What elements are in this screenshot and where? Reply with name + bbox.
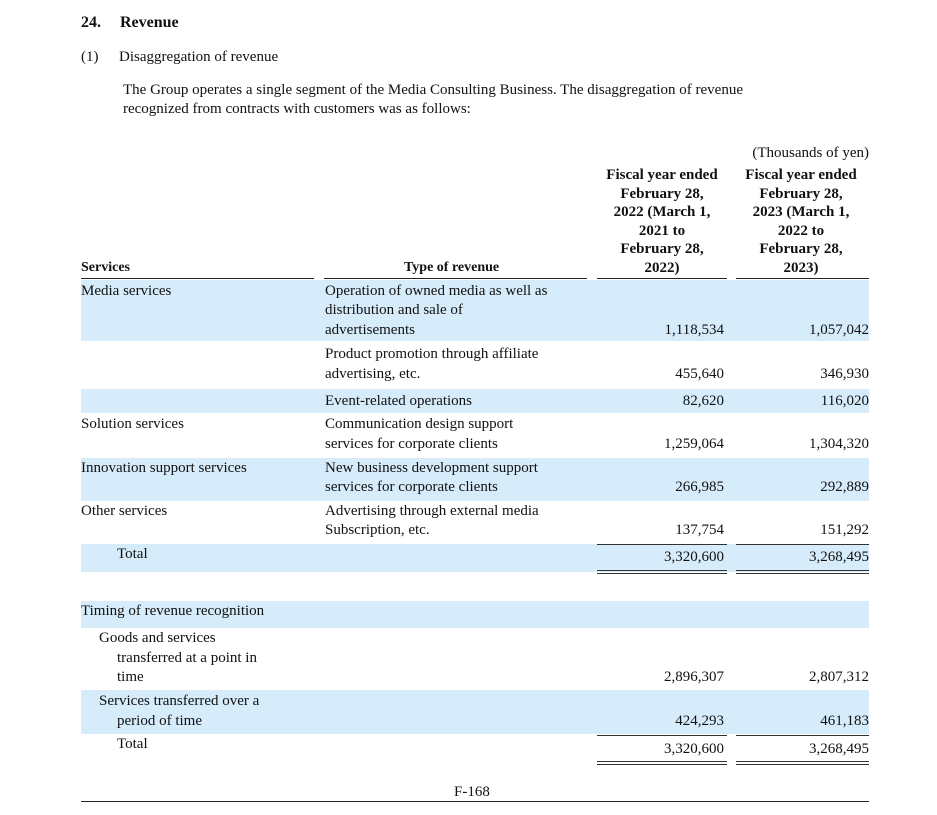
- col-header-fy2022-line: Fiscal year ended: [606, 167, 718, 183]
- intro-line-2: recognized from contracts with customers was as follows:: [123, 101, 471, 117]
- col-header-fy2022-line: February 28,: [620, 241, 704, 257]
- value-fy2023: 1,057,042: [809, 322, 869, 338]
- header-rule-services: [81, 278, 314, 279]
- timing-value-fy2022: 2,896,307: [664, 669, 724, 685]
- timing-total-label: Total: [117, 736, 148, 752]
- row-band-total: [81, 544, 869, 572]
- service-label: Solution services: [81, 416, 184, 432]
- col-header-fy2023-line: 2022 to: [777, 222, 825, 239]
- value-fy2023: 346,930: [820, 366, 869, 382]
- subtotal-rule-fy2023: [736, 544, 869, 545]
- header-rule-type: [324, 278, 587, 279]
- value-fy2023: 1,304,320: [809, 436, 869, 452]
- timing-row-label: period of time: [117, 713, 202, 729]
- col-header-fy2022-line: 2021 to: [638, 222, 686, 239]
- total-double-rule-fy2022: [597, 573, 727, 574]
- timing-row-label: time: [117, 669, 144, 685]
- col-header-fy2023-line: Fiscal year ended: [745, 167, 857, 183]
- value-fy2022: 266,985: [675, 479, 724, 495]
- timing-total-fy2022: 3,320,600: [664, 741, 724, 757]
- revenue-type-line: distribution and sale of: [325, 302, 463, 318]
- value-fy2022: 1,259,064: [664, 436, 724, 452]
- col-header-fy2023-line: February 28,: [759, 185, 843, 202]
- col-header-type: Type of revenue: [404, 260, 500, 275]
- service-label: Other services: [81, 503, 168, 519]
- revenue-type-line: Product promotion through affiliate: [325, 346, 539, 362]
- col-header-fy2022-line: 2022 (March 1,: [613, 204, 711, 220]
- intro-line-1: The Group operates a single segment of the Media Consulting Business. The disaggregation of revenue: [123, 82, 743, 98]
- subsection-title: Disaggregation of revenue: [119, 49, 279, 65]
- value-fy2023: 151,292: [820, 522, 869, 538]
- revenue-type-line: Communication design support: [325, 416, 514, 432]
- revenue-type-line: Advertising through external media: [325, 503, 539, 519]
- page-number: F-168: [454, 784, 490, 800]
- timing-row-label: Goods and services: [99, 630, 216, 646]
- timing-total-double-rule-fy2023: [736, 761, 869, 762]
- col-header-services: Services: [81, 260, 130, 275]
- col-header-fy2023: [736, 166, 866, 277]
- subtotal-rule-fy2022: [597, 544, 727, 545]
- timing-value-fy2023: 461,183: [820, 713, 869, 729]
- col-header-fy2023-line: 2023): [783, 259, 819, 276]
- revenue-type-line: New business development support: [325, 460, 538, 476]
- revenue-type-line: Operation of owned media as well as: [325, 283, 548, 299]
- header-rule-fy2023: [736, 278, 869, 279]
- timing-row-label: Services transferred over a: [99, 693, 260, 709]
- revenue-type-line: services for corporate clients: [325, 436, 498, 452]
- service-label: Innovation support services: [81, 460, 247, 476]
- timing-value-fy2023: 2,807,312: [809, 669, 869, 685]
- timing-total-double-rule-fy2022: [597, 764, 727, 765]
- timing-row-label: transferred at a point in: [117, 650, 257, 666]
- col-header-fy2022-line: February 28,: [620, 185, 704, 202]
- revenue-type-line: advertising, etc.: [325, 366, 421, 382]
- timing-total-double-rule-fy2023: [736, 764, 869, 765]
- total-double-rule-fy2023: [736, 573, 869, 574]
- total-fy2022: 3,320,600: [664, 549, 724, 565]
- timing-total-fy2023: 3,268,495: [809, 741, 869, 757]
- revenue-type-line: Subscription, etc.: [325, 522, 430, 538]
- timing-subtotal-rule-fy2023: [736, 735, 869, 736]
- row-band-event: [81, 389, 869, 413]
- timing-total-double-rule-fy2022: [597, 761, 727, 762]
- revenue-type-line: Event-related operations: [325, 393, 473, 409]
- value-fy2022: 82,620: [682, 393, 724, 409]
- section-number: 24.: [81, 14, 101, 31]
- value-fy2022: 137,754: [675, 522, 724, 538]
- total-fy2023: 3,268,495: [809, 549, 869, 565]
- timing-value-fy2022: 424,293: [675, 713, 724, 729]
- timing-heading: Timing of revenue recognition: [81, 603, 265, 619]
- timing-subtotal-rule-fy2022: [597, 735, 727, 736]
- value-fy2022: 1,118,534: [664, 322, 724, 338]
- revenue-type-line: advertisements: [325, 322, 415, 338]
- total-double-rule-fy2023: [736, 570, 869, 571]
- total-double-rule-fy2022: [597, 570, 727, 571]
- total-label: Total: [117, 546, 148, 562]
- value-fy2022: 455,640: [675, 366, 724, 382]
- revenue-type-line: services for corporate clients: [325, 479, 498, 495]
- col-header-fy2023-line: February 28,: [759, 241, 843, 257]
- value-fy2023: 116,020: [820, 393, 869, 409]
- subsection-number: (1): [81, 49, 99, 65]
- value-fy2023: 292,889: [820, 479, 869, 495]
- section-title: Revenue: [120, 14, 179, 31]
- header-rule-fy2022: [597, 278, 727, 279]
- col-header-fy2022-line: 2022): [644, 259, 680, 276]
- col-header-fy2023-line: 2023 (March 1,: [752, 204, 850, 220]
- units-note: (Thousands of yen): [752, 145, 869, 161]
- footer-rule: [81, 801, 869, 802]
- col-header-fy2022: [597, 166, 727, 277]
- service-label: Media services: [81, 283, 172, 299]
